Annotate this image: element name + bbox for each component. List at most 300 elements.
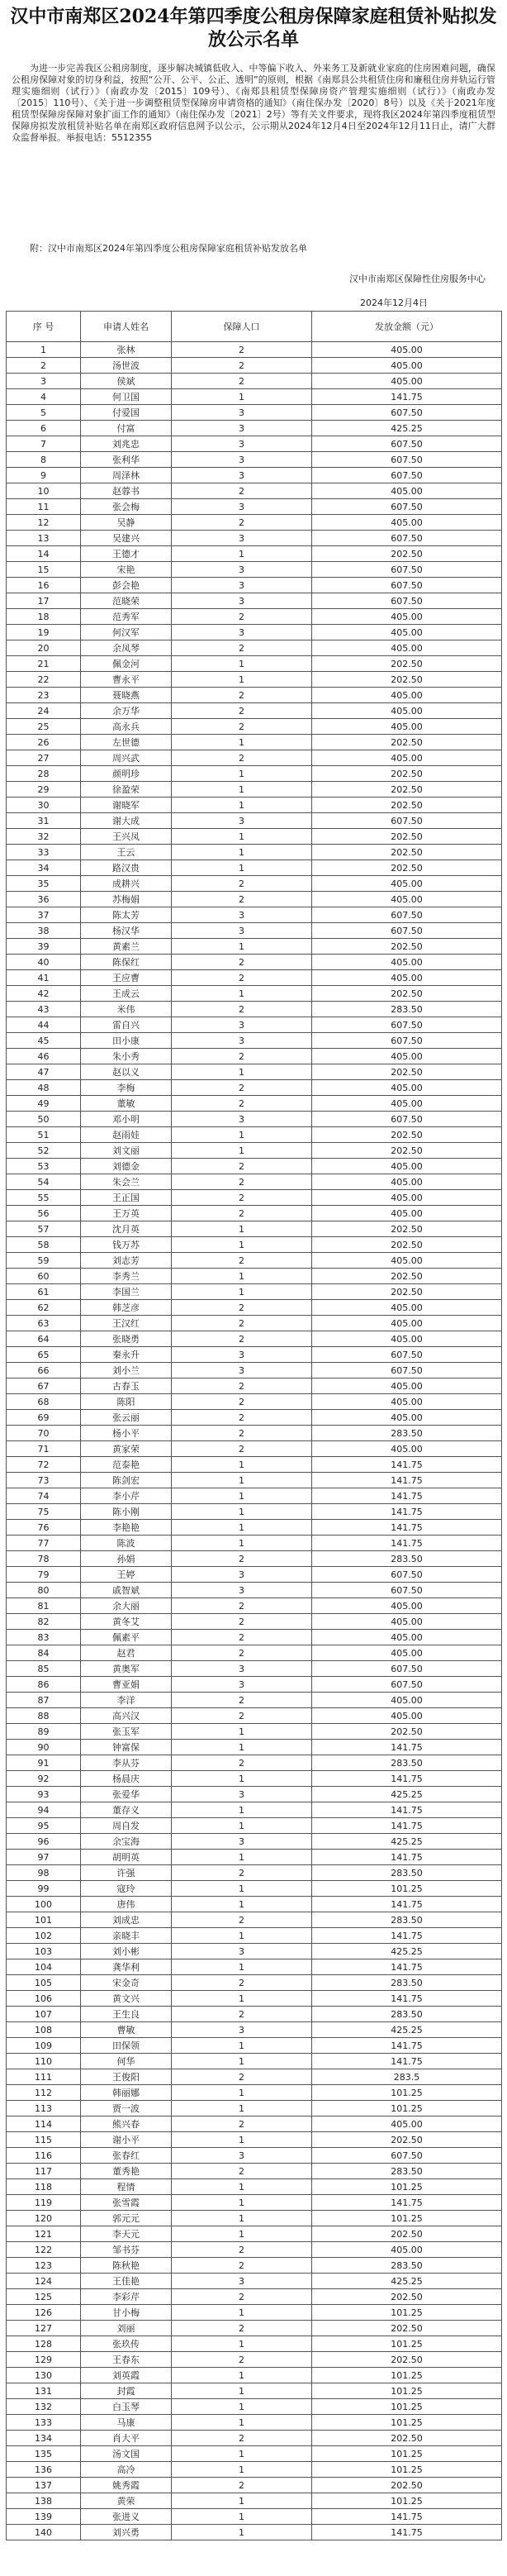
cell-applicant: 吴静 <box>81 515 172 531</box>
table-row <box>7 2242 502 2258</box>
cell-index: 45 <box>7 1033 81 1049</box>
cell-applicant: 范晓荣 <box>81 593 172 609</box>
cell-household-size: 1 <box>172 829 312 845</box>
cell-applicant: 朱小秀 <box>81 1049 172 1064</box>
cell-applicant: 谢大成 <box>81 813 172 829</box>
cell-applicant: 李洋 <box>81 1693 172 1708</box>
cell-amount: 101.25 <box>312 2368 502 2383</box>
cell-amount: 405.00 <box>312 342 502 358</box>
cell-applicant: 曹亚娟 <box>81 1677 172 1693</box>
cell-applicant: 王德才 <box>81 546 172 562</box>
cell-applicant: 曹敏 <box>81 2022 172 2038</box>
cell-applicant: 王应曹 <box>81 970 172 986</box>
cell-index: 32 <box>7 829 81 845</box>
cell-amount: 405.00 <box>312 2117 502 2132</box>
cell-household-size: 2 <box>172 703 312 719</box>
cell-applicant: 田保领 <box>81 2038 172 2054</box>
cell-index: 79 <box>7 1567 81 1583</box>
cell-applicant: 张利华 <box>81 452 172 468</box>
table-row <box>7 656 502 672</box>
cell-amount: 405.00 <box>312 1693 502 1708</box>
cell-index: 124 <box>7 2274 81 2289</box>
table-row <box>7 2211 502 2226</box>
cell-amount: 405.00 <box>312 609 502 625</box>
cell-index: 61 <box>7 1284 81 1300</box>
cell-applicant: 邹书芬 <box>81 2242 172 2258</box>
table-row <box>7 1457 502 1473</box>
cell-index: 132 <box>7 2399 81 2415</box>
cell-applicant: 余万华 <box>81 703 172 719</box>
cell-household-size: 3 <box>172 593 312 609</box>
cell-amount: 425.25 <box>312 1787 502 1802</box>
cell-amount: 607.50 <box>312 562 502 578</box>
cell-household-size: 1 <box>172 1991 312 2007</box>
cell-amount: 141.75 <box>312 1959 502 1975</box>
cell-amount: 202.50 <box>312 2289 502 2305</box>
cell-household-size: 1 <box>172 1536 312 1551</box>
cell-index: 113 <box>7 2101 81 2117</box>
cell-index: 93 <box>7 1787 81 1802</box>
cell-amount: 141.75 <box>312 1897 502 1912</box>
cell-household-size: 1 <box>172 2305 312 2321</box>
table-row <box>7 2431 502 2446</box>
cell-index: 100 <box>7 1897 81 1912</box>
cell-amount: 283.50 <box>312 1426 502 1441</box>
table-row <box>7 2038 502 2054</box>
cell-amount: 141.75 <box>312 2054 502 2069</box>
cell-amount: 141.75 <box>312 1740 502 1755</box>
table-row <box>7 531 502 546</box>
cell-applicant: 田小康 <box>81 1033 172 1049</box>
cell-amount: 607.50 <box>312 1112 502 1127</box>
cell-household-size: 1 <box>172 656 312 672</box>
cell-amount: 405.00 <box>312 1441 502 1457</box>
header-household-size: 保障人口 <box>172 312 312 342</box>
cell-applicant: 汤文国 <box>81 2446 172 2462</box>
table-row <box>7 688 502 703</box>
cell-index: 2 <box>7 358 81 374</box>
cell-index: 92 <box>7 1771 81 1787</box>
cell-amount: 283.50 <box>312 2164 502 2179</box>
table-row <box>7 1693 502 1708</box>
cell-index: 60 <box>7 1269 81 1284</box>
cell-household-size: 2 <box>172 2478 312 2493</box>
cell-household-size: 1 <box>172 546 312 562</box>
cell-amount: 405.00 <box>312 1206 502 1221</box>
cell-household-size: 1 <box>172 2054 312 2069</box>
cell-amount: 405.00 <box>312 358 502 374</box>
cell-applicant: 刘文丽 <box>81 1143 172 1159</box>
cell-applicant: 付富 <box>81 421 172 436</box>
cell-household-size: 3 <box>172 452 312 468</box>
cell-index: 44 <box>7 1017 81 1033</box>
cell-index: 86 <box>7 1677 81 1693</box>
cell-applicant: 周兴武 <box>81 750 172 766</box>
cell-index: 59 <box>7 1253 81 1269</box>
table-row <box>7 1630 502 1645</box>
cell-household-size: 2 <box>172 1049 312 1064</box>
cell-applicant: 陈秋艳 <box>81 2258 172 2274</box>
cell-applicant: 刘小兰 <box>81 1363 172 1378</box>
cell-applicant: 古春玉 <box>81 1378 172 1394</box>
table-row <box>7 1190 502 1206</box>
table-row <box>7 1771 502 1787</box>
header-amount: 发放金额（元） <box>312 312 502 342</box>
table-row <box>7 1614 502 1630</box>
table-row <box>7 1159 502 1174</box>
table-row <box>7 1567 502 1583</box>
cell-household-size: 1 <box>172 2179 312 2195</box>
cell-household-size: 1 <box>172 1724 312 1740</box>
cell-household-size: 1 <box>172 2038 312 2054</box>
cell-index: 135 <box>7 2446 81 2462</box>
table-row <box>7 1378 502 1394</box>
cell-household-size: 1 <box>172 845 312 860</box>
cell-index: 48 <box>7 1080 81 1096</box>
cell-amount: 405.00 <box>312 892 502 907</box>
cell-applicant: 刘成忠 <box>81 1912 172 1928</box>
table-row <box>7 845 502 860</box>
cell-household-size: 2 <box>172 1975 312 1991</box>
cell-index: 12 <box>7 515 81 531</box>
cell-index: 41 <box>7 970 81 986</box>
cell-amount: 202.50 <box>312 766 502 782</box>
cell-amount: 141.75 <box>312 1488 502 1504</box>
cell-applicant: 高冷 <box>81 2462 172 2478</box>
cell-household-size: 1 <box>172 1143 312 1159</box>
issue-date: 2024年12月4日 <box>360 298 428 308</box>
cell-applicant: 朱会兰 <box>81 1174 172 1190</box>
table-row <box>7 1991 502 2007</box>
cell-amount: 607.50 <box>312 1661 502 1677</box>
cell-applicant: 张林 <box>81 342 172 358</box>
cell-applicant: 王万英 <box>81 1206 172 1221</box>
cell-amount: 141.75 <box>312 1991 502 2007</box>
cell-household-size: 1 <box>172 2368 312 2383</box>
table-row <box>7 1143 502 1159</box>
cell-amount: 202.50 <box>312 1143 502 1159</box>
cell-index: 140 <box>7 2525 81 2540</box>
table-row <box>7 2478 502 2493</box>
cell-amount: 405.00 <box>312 750 502 766</box>
table-row <box>7 358 502 374</box>
cell-household-size: 3 <box>172 578 312 593</box>
cell-index: 15 <box>7 562 81 578</box>
table-row <box>7 562 502 578</box>
cell-applicant: 张玖传 <box>81 2336 172 2352</box>
table-row <box>7 1316 502 1331</box>
cell-household-size: 1 <box>172 2195 312 2211</box>
cell-applicant: 谢晓军 <box>81 798 172 813</box>
cell-amount: 607.50 <box>312 813 502 829</box>
cell-index: 115 <box>7 2132 81 2148</box>
cell-household-size: 2 <box>172 2258 312 2274</box>
cell-household-size: 2 <box>172 1300 312 1316</box>
cell-household-size: 1 <box>172 2462 312 2478</box>
cell-applicant: 宋金奇 <box>81 1975 172 1991</box>
cell-index: 89 <box>7 1724 81 1740</box>
cell-index: 82 <box>7 1614 81 1630</box>
table-row <box>7 2085 502 2101</box>
table-row <box>7 421 502 436</box>
cell-household-size: 2 <box>172 1755 312 1771</box>
cell-amount: 405.00 <box>312 955 502 970</box>
cell-amount: 607.50 <box>312 405 502 421</box>
table-row <box>7 1583 502 1598</box>
cell-household-size: 1 <box>172 2132 312 2148</box>
cell-household-size: 2 <box>172 970 312 986</box>
table-header <box>7 312 502 342</box>
table-row <box>7 1598 502 1614</box>
cell-index: 70 <box>7 1426 81 1441</box>
cell-applicant: 王汉红 <box>81 1316 172 1331</box>
cell-applicant: 左世德 <box>81 735 172 750</box>
cell-applicant: 王云 <box>81 845 172 860</box>
cell-amount: 607.50 <box>312 2148 502 2164</box>
cell-index: 130 <box>7 2368 81 2383</box>
cell-index: 7 <box>7 436 81 452</box>
cell-index: 134 <box>7 2431 81 2446</box>
cell-household-size: 1 <box>172 1740 312 1755</box>
cell-household-size: 3 <box>172 1347 312 1363</box>
cell-amount: 607.50 <box>312 923 502 939</box>
cell-index: 19 <box>7 625 81 640</box>
table-row <box>7 2368 502 2383</box>
cell-household-size: 2 <box>172 955 312 970</box>
cell-index: 112 <box>7 2085 81 2101</box>
cell-applicant: 王春东 <box>81 2352 172 2368</box>
cell-applicant: 颜明珍 <box>81 766 172 782</box>
table-row <box>7 2352 502 2368</box>
table-row <box>7 1959 502 1975</box>
cell-index: 25 <box>7 719 81 735</box>
cell-amount: 202.50 <box>312 2478 502 2493</box>
cell-amount: 405.00 <box>312 1394 502 1410</box>
cell-applicant: 封霞 <box>81 2383 172 2399</box>
cell-applicant: 李从芬 <box>81 1755 172 1771</box>
cell-amount: 202.50 <box>312 2226 502 2242</box>
table-row <box>7 860 502 876</box>
cell-index: 33 <box>7 845 81 860</box>
table-row <box>7 1080 502 1096</box>
cell-index: 35 <box>7 876 81 892</box>
cell-amount: 607.50 <box>312 1677 502 1693</box>
cell-amount: 283.50 <box>312 1002 502 1017</box>
cell-amount: 405.00 <box>312 483 502 499</box>
cell-household-size: 1 <box>172 1928 312 1944</box>
cell-applicant: 路汉贵 <box>81 860 172 876</box>
cell-household-size: 2 <box>172 1426 312 1441</box>
cell-amount: 202.50 <box>312 2132 502 2148</box>
table-row <box>7 2101 502 2117</box>
cell-household-size: 1 <box>172 782 312 798</box>
cell-household-size: 1 <box>172 2336 312 2352</box>
cell-household-size: 1 <box>172 2085 312 2101</box>
cell-household-size: 3 <box>172 499 312 515</box>
cell-amount: 101.25 <box>312 2446 502 2462</box>
cell-index: 137 <box>7 2478 81 2493</box>
cell-household-size: 3 <box>172 436 312 452</box>
cell-household-size: 1 <box>172 2101 312 2117</box>
cell-index: 62 <box>7 1300 81 1316</box>
cell-household-size: 2 <box>172 1002 312 1017</box>
cell-household-size: 2 <box>172 1253 312 1269</box>
cell-household-size: 2 <box>172 892 312 907</box>
cell-index: 1 <box>7 342 81 358</box>
cell-amount: 101.25 <box>312 2383 502 2399</box>
cell-household-size: 1 <box>172 2383 312 2399</box>
cell-household-size: 1 <box>172 2446 312 2462</box>
cell-household-size: 1 <box>172 1504 312 1520</box>
table-row <box>7 1033 502 1049</box>
cell-applicant: 佩素平 <box>81 1630 172 1645</box>
cell-household-size: 2 <box>172 1174 312 1190</box>
table-row <box>7 1253 502 1269</box>
cell-applicant: 肖大平 <box>81 2431 172 2446</box>
cell-index: 52 <box>7 1143 81 1159</box>
cell-index: 65 <box>7 1347 81 1363</box>
cell-index: 105 <box>7 1975 81 1991</box>
cell-household-size: 2 <box>172 2352 312 2368</box>
cell-household-size: 2 <box>172 1645 312 1661</box>
table-row <box>7 1975 502 1991</box>
cell-household-size: 1 <box>172 1237 312 1253</box>
cell-index: 47 <box>7 1064 81 1080</box>
cell-applicant: 杨汉华 <box>81 923 172 939</box>
cell-household-size: 2 <box>172 2242 312 2258</box>
cell-index: 56 <box>7 1206 81 1221</box>
cell-household-size: 3 <box>172 1661 312 1677</box>
cell-household-size: 1 <box>172 766 312 782</box>
cell-applicant: 王俊阳 <box>81 2069 172 2085</box>
cell-amount: 405.00 <box>312 1253 502 1269</box>
cell-household-size: 3 <box>172 1033 312 1049</box>
cell-amount: 141.75 <box>312 1473 502 1488</box>
cell-amount: 607.50 <box>312 499 502 515</box>
cell-household-size: 1 <box>172 1850 312 1865</box>
cell-amount: 141.75 <box>312 2038 502 2054</box>
cell-amount: 405.00 <box>312 1708 502 1724</box>
cell-index: 99 <box>7 1881 81 1897</box>
cell-household-size: 1 <box>172 735 312 750</box>
cell-amount: 101.25 <box>312 2415 502 2431</box>
cell-amount: 283.50 <box>312 1551 502 1567</box>
cell-index: 80 <box>7 1583 81 1598</box>
cell-household-size: 2 <box>172 358 312 374</box>
table-row <box>7 483 502 499</box>
cell-household-size: 2 <box>172 1441 312 1457</box>
table-row <box>7 829 502 845</box>
table-row <box>7 703 502 719</box>
cell-applicant: 付爱国 <box>81 405 172 421</box>
cell-applicant: 陈阳 <box>81 1394 172 1410</box>
cell-amount: 405.00 <box>312 1159 502 1174</box>
cell-amount: 607.50 <box>312 1583 502 1598</box>
cell-applicant: 张云丽 <box>81 1410 172 1426</box>
cell-household-size: 3 <box>172 1787 312 1802</box>
table-row <box>7 923 502 939</box>
cell-amount: 607.50 <box>312 452 502 468</box>
cell-index: 67 <box>7 1378 81 1394</box>
table-row <box>7 1724 502 1740</box>
table-row <box>7 515 502 531</box>
cell-applicant: 李彩芹 <box>81 2289 172 2305</box>
cell-index: 40 <box>7 955 81 970</box>
cell-index: 94 <box>7 1802 81 1818</box>
cell-amount: 141.75 <box>312 1928 502 1944</box>
cell-amount: 405.00 <box>312 1331 502 1347</box>
cell-index: 77 <box>7 1536 81 1551</box>
cell-household-size: 3 <box>172 562 312 578</box>
cell-household-size: 2 <box>172 2321 312 2336</box>
cell-applicant: 范秀军 <box>81 609 172 625</box>
table-row <box>7 640 502 656</box>
cell-household-size: 3 <box>172 1677 312 1693</box>
cell-index: 64 <box>7 1331 81 1347</box>
table-row <box>7 955 502 970</box>
table-row <box>7 2195 502 2211</box>
cell-household-size: 3 <box>172 813 312 829</box>
table-row <box>7 2179 502 2195</box>
cell-index: 125 <box>7 2289 81 2305</box>
table-row <box>7 2415 502 2431</box>
cell-applicant: 徐盈荣 <box>81 782 172 798</box>
cell-household-size: 2 <box>172 1551 312 1567</box>
cell-applicant: 张晓勇 <box>81 1331 172 1347</box>
cell-amount: 202.50 <box>312 939 502 955</box>
cell-index: 83 <box>7 1630 81 1645</box>
cell-index: 8 <box>7 452 81 468</box>
table-row <box>7 2069 502 2085</box>
cell-applicant: 董敏 <box>81 1096 172 1112</box>
cell-household-size: 1 <box>172 2399 312 2415</box>
cell-amount: 607.50 <box>312 1017 502 1033</box>
cell-amount: 283.50 <box>312 1912 502 1928</box>
attachment-note: 附：汉中市南郑区2024年第四季度公租房保障家庭租赁补贴发放名单 <box>30 243 307 254</box>
cell-index: 121 <box>7 2226 81 2242</box>
cell-amount: 141.75 <box>312 2195 502 2211</box>
table-row <box>7 1394 502 1410</box>
cell-household-size: 2 <box>172 1912 312 1928</box>
cell-index: 22 <box>7 672 81 688</box>
cell-amount: 202.50 <box>312 860 502 876</box>
cell-amount: 202.50 <box>312 2352 502 2368</box>
cell-household-size: 3 <box>172 1017 312 1033</box>
cell-applicant: 赵蓉书 <box>81 483 172 499</box>
cell-household-size: 2 <box>172 1614 312 1630</box>
cell-index: 72 <box>7 1457 81 1473</box>
cell-amount: 405.00 <box>312 515 502 531</box>
cell-index: 119 <box>7 2195 81 2211</box>
table-row <box>7 2383 502 2399</box>
cell-applicant: 李艳艳 <box>81 1520 172 1536</box>
cell-applicant: 甘小梅 <box>81 2305 172 2321</box>
cell-applicant: 许强 <box>81 1865 172 1881</box>
cell-applicant: 杨小平 <box>81 1426 172 1441</box>
cell-household-size: 1 <box>172 1802 312 1818</box>
cell-index: 46 <box>7 1049 81 1064</box>
cell-amount: 202.50 <box>312 986 502 1002</box>
table-body <box>7 342 502 2540</box>
cell-index: 49 <box>7 1096 81 1112</box>
cell-household-size: 3 <box>172 1834 312 1850</box>
table-row <box>7 1897 502 1912</box>
cell-index: 3 <box>7 374 81 389</box>
cell-household-size: 3 <box>172 1944 312 1959</box>
table-row <box>7 892 502 907</box>
cell-amount: 425.25 <box>312 1834 502 1850</box>
cell-household-size: 2 <box>172 2007 312 2022</box>
